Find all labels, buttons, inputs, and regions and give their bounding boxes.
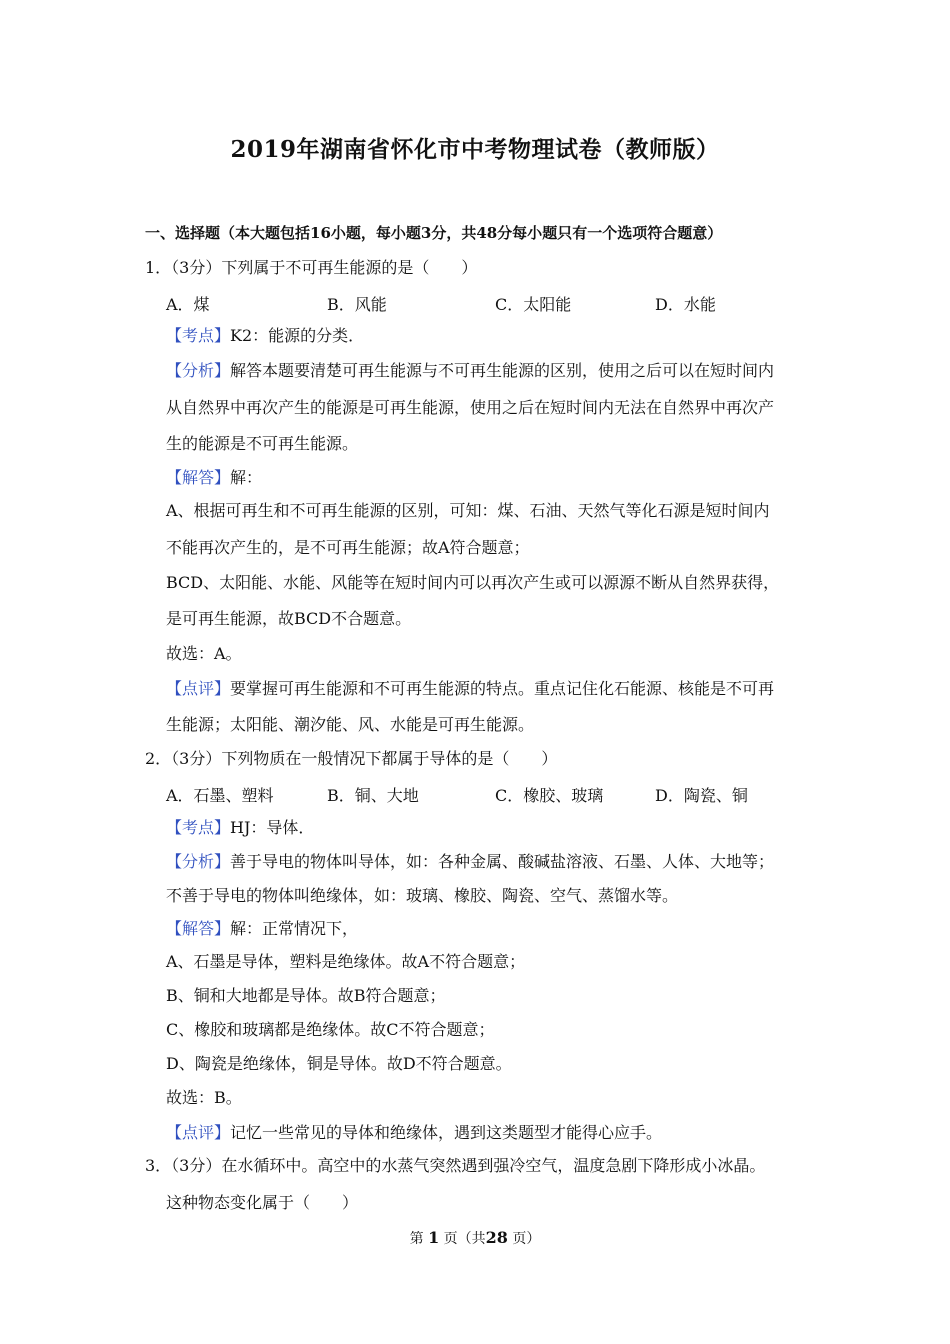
footer-prefix: 第 xyxy=(409,1231,424,1247)
q1-dianping-line-1: 要掌握可再生能源和不可再生能源的特点。重点记住化石能源、核能是不可再 xyxy=(230,679,775,698)
q2-dianping-text: 记忆一些常见的导体和绝缘体，遇到这类题型才能得心应手。 xyxy=(230,1123,663,1142)
q2-fenxi-line-1: 善于导电的物体叫导体，如：各种金属、酸碱盐溶液、石墨、人体、大地等； xyxy=(230,852,775,871)
q2-jieda xyxy=(166,919,358,939)
q1-option-b: B．风能 xyxy=(327,295,387,314)
q2-dianping xyxy=(166,1123,662,1143)
q2-jieda-text: 解：正常情况下， xyxy=(230,919,359,938)
q1-fenxi-line-3: 生的能源是不可再生能源。 xyxy=(166,434,359,453)
fenxi-tag: 【分析】 xyxy=(166,361,231,380)
q1-dianping xyxy=(166,679,774,699)
dianping-tag: 【点评】 xyxy=(166,1123,231,1142)
jieda-tag: 【解答】 xyxy=(166,919,231,938)
q1-option-a: A．煤 xyxy=(166,295,210,314)
q1-option-d: D．水能 xyxy=(655,295,716,314)
kaodian-tag: 【考点】 xyxy=(166,326,231,345)
q1-kaodian xyxy=(166,326,364,346)
q2-option-d: D．陶瓷、铜 xyxy=(655,786,748,805)
q2-kaodian-text: HJ：导体． xyxy=(230,818,315,837)
page-footer xyxy=(0,1228,950,1248)
footer-suffix: 页） xyxy=(512,1231,541,1247)
q1-answer-line-3: BCD、太阳能、水能、风能等在短时间内可以再次产生或可以源源不断从自然界获得， xyxy=(166,573,780,592)
q2-answer-line-1: A、石墨是导体，塑料是绝缘体。故A不符合题意； xyxy=(166,952,526,971)
q1-fenxi-line-2: 从自然界中再次产生的能源是可再生能源，使用之后在短时间内无法在自然界中再次产 xyxy=(166,398,775,417)
q1-answer-line-1: A、根据可再生和不可再生能源的区别，可知：煤、石油、天然气等化石源是短时间内 xyxy=(166,501,770,520)
document-title: 2019年湖南省怀化市中考物理试卷（教师版） xyxy=(230,136,720,163)
question-3-stem-line-2: 这种物态变化属于（ ） xyxy=(166,1193,359,1212)
jieda-tag: 【解答】 xyxy=(166,468,231,487)
q1-answer-line-4: 是可再生能源，故BCD不合题意。 xyxy=(166,609,412,628)
section-heading: 一、选择题（本大题包括16小题，每小题3分，共48分每小题只有一个选项符合题意） xyxy=(145,224,723,242)
q2-answer-line-3: C、橡胶和玻璃都是绝缘体。故C不符合题意； xyxy=(166,1020,495,1039)
question-3-stem: 3．（3分）在水循环中。高空中的水蒸气突然遇到强冷空气，温度急剧下降形成小冰晶。 xyxy=(145,1156,766,1175)
q1-fenxi-line-1: 解答本题要清楚可再生能源与不可再生能源的区别，使用之后可以在短时间内 xyxy=(230,361,775,380)
q2-answer-line-4: D、陶瓷是绝缘体，铜是导体。故D不符合题意。 xyxy=(166,1054,512,1073)
q1-answer-choice: 故选：A。 xyxy=(166,644,242,663)
question-1-stem: 1．（3分）下列属于不可再生能源的是（ ） xyxy=(145,258,478,277)
q2-fenxi xyxy=(166,852,774,872)
fenxi-tag: 【分析】 xyxy=(166,852,231,871)
question-2-stem: 2．（3分）下列物质在一般情况下都属于导体的是（ ） xyxy=(145,749,558,768)
q2-answer-line-2: B、铜和大地都是导体。故B符合题意； xyxy=(166,986,446,1005)
q2-option-c: C．橡胶、玻璃 xyxy=(495,786,604,805)
q2-fenxi-line-2: 不善于导电的物体叫绝缘体，如：玻璃、橡胶、陶瓷、空气、蒸馏水等。 xyxy=(166,886,679,905)
kaodian-tag: 【考点】 xyxy=(166,818,231,837)
q1-answer-line-2: 不能再次产生的，是不可再生能源；故A符合题意； xyxy=(166,538,530,557)
q1-fenxi xyxy=(166,361,774,381)
page-number: 1 xyxy=(428,1228,440,1247)
q1-kaodian-text: K2：能源的分类． xyxy=(230,326,365,345)
q2-option-b: B．铜、大地 xyxy=(327,786,419,805)
q1-dianping-line-2: 生能源；太阳能、潮汐能、风、水能是可再生能源。 xyxy=(166,715,535,734)
footer-mid: 页（共 xyxy=(443,1231,486,1247)
q2-kaodian xyxy=(166,818,314,838)
q2-option-a: A．石墨、塑料 xyxy=(166,786,274,805)
q1-option-c: C．太阳能 xyxy=(495,295,572,314)
total-pages: 28 xyxy=(485,1228,508,1247)
q1-jieda-text: 解： xyxy=(230,468,263,487)
q2-answer-choice: 故选：B。 xyxy=(166,1088,242,1107)
dianping-tag: 【点评】 xyxy=(166,679,231,698)
q1-jieda xyxy=(166,468,262,488)
